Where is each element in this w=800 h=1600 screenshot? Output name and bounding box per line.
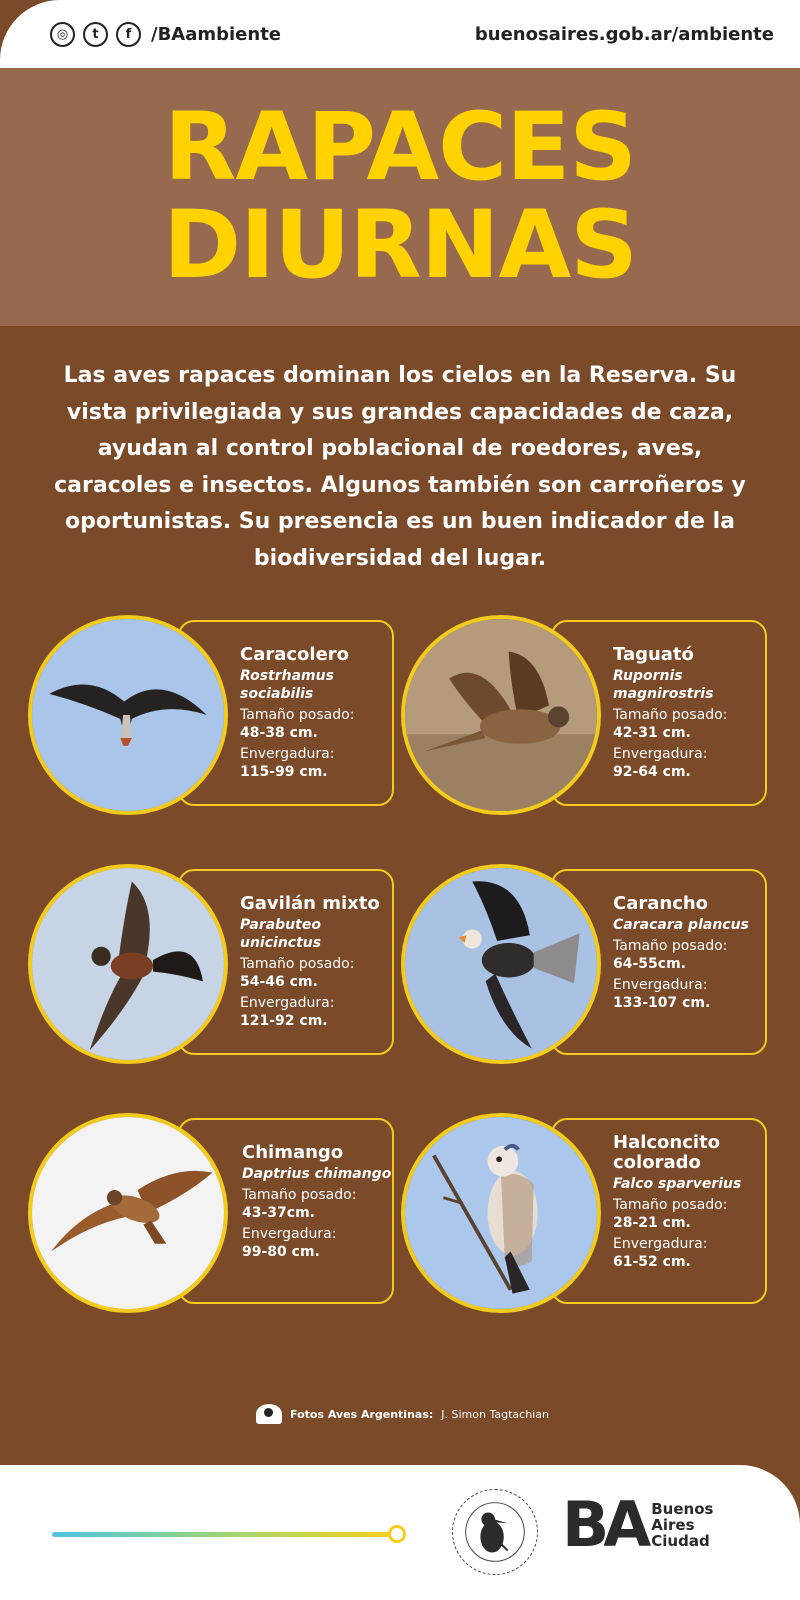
twitter-icon[interactable]: t [83, 22, 108, 47]
wingspan-label: Envergadura: [613, 977, 708, 993]
bird-scientific-name: Daptrius chimango [242, 1166, 392, 1182]
wingspan-value: 99-80 cm. [242, 1244, 320, 1260]
top-bar [0, 0, 800, 68]
wingspan-value: 61-52 cm. [613, 1254, 691, 1270]
bird-info [240, 645, 390, 781]
page-title-line-2: DIURNAS [163, 191, 637, 300]
bird-name: Taguató [613, 644, 694, 665]
bird-scientific-name: Rupornis magnirostris [613, 668, 714, 702]
bird-card-taguato [401, 615, 767, 815]
bird-card-halconcito-colorado [401, 1113, 767, 1313]
facebook-icon[interactable]: f [116, 22, 141, 47]
bird-info [613, 645, 763, 781]
title-band [0, 68, 800, 326]
size-value: 43-37cm. [242, 1205, 315, 1221]
bird-photo [401, 615, 601, 815]
social-links [50, 22, 281, 47]
credits-label: Fotos Aves Argentinas: [290, 1407, 434, 1421]
footer-line-dot [388, 1525, 406, 1543]
bird-name: Halconcito colorado [613, 1132, 721, 1173]
bird-info [240, 894, 390, 1030]
size-value: 42-31 cm. [613, 725, 691, 741]
buenos-aires-ciudad-logo [562, 1488, 714, 1561]
bird-card-chimango [28, 1113, 394, 1313]
aves-argentinas-logo-icon [256, 1404, 282, 1424]
photo-credits [256, 1404, 549, 1424]
size-value: 54-46 cm. [240, 974, 318, 990]
page-title-line-1: RAPACES [163, 93, 637, 202]
ba-logo-text [651, 1501, 713, 1549]
size-label: Tamaño posado: [613, 1197, 728, 1213]
bird-scientific-name: Parabuteo unicinctus [240, 917, 322, 951]
wingspan-label: Envergadura: [240, 746, 335, 762]
bird-name: Carancho [613, 893, 709, 914]
bird-info [242, 1143, 392, 1261]
size-label: Tamaño posado: [613, 938, 728, 954]
social-handle[interactable]: /BAambiente [151, 23, 282, 45]
wingspan-value: 92-64 cm. [613, 764, 691, 780]
footer [0, 1465, 800, 1600]
bird-name: Caracolero [240, 644, 350, 665]
size-label: Tamaño posado: [242, 1187, 357, 1203]
bird-scientific-name: Falco sparverius [613, 1176, 742, 1192]
size-label: Tamaño posado: [240, 956, 355, 972]
wingspan-label: Envergadura: [242, 1226, 337, 1242]
size-value: 64-55cm. [613, 956, 686, 972]
bird-photo [401, 864, 601, 1064]
size-label: Tamaño posado: [240, 707, 355, 723]
bird-photo-image [32, 1117, 224, 1309]
bird-photo-image [405, 619, 597, 811]
bird-photo-image [32, 619, 224, 811]
ba-line-2: Aires [651, 1516, 695, 1534]
bird-photo [28, 1113, 228, 1313]
wingspan-value: 121-92 cm. [240, 1013, 328, 1029]
ba-logo-mark: BA [562, 1488, 646, 1561]
ba-line-1: Buenos [651, 1500, 714, 1518]
wingspan-label: Envergadura: [240, 995, 335, 1011]
credits-author: J. Simon Tagtachian [441, 1407, 549, 1421]
bird-photo [28, 864, 228, 1064]
wingspan-value: 115-99 cm. [240, 764, 328, 780]
site-url[interactable]: buenosaires.gob.ar/ambiente [474, 23, 774, 45]
bird-scientific-name: Rostrhamus sociabilis [240, 668, 334, 702]
bird-photo-image [405, 868, 597, 1060]
size-value: 28-21 cm. [613, 1215, 691, 1231]
bird-card-carancho [401, 864, 767, 1064]
reserva-ecologica-logo [452, 1489, 538, 1575]
bird-name: Chimango [242, 1142, 344, 1163]
heron-icon [453, 1490, 537, 1574]
bird-info [613, 894, 763, 1012]
bird-photo [401, 1113, 601, 1313]
wingspan-label: Envergadura: [613, 746, 708, 762]
bird-card-gavilan-mixto [28, 864, 394, 1064]
bird-card-caracolero [28, 615, 394, 815]
instagram-icon[interactable]: ◎ [50, 22, 75, 47]
footer-gradient-line [52, 1532, 392, 1537]
bird-scientific-name: Caracara plancus [613, 917, 749, 933]
wingspan-label: Envergadura: [613, 1236, 708, 1252]
intro-text: Las aves rapaces dominan los cielos en la Reserva. Su vista privilegiada y sus grandes capacidades de caza, ayudan al control poblacional de roedores, aves, caracoles e insectos. Algunos también son carroñeros y oportunistas. Su presencia es un buen indicador de la biodiversidad del lugar. [54, 363, 746, 571]
bird-name: Gavilán mixto [240, 893, 380, 914]
bird-photo-image [32, 868, 224, 1060]
ba-line-3: Ciudad [651, 1532, 710, 1550]
bird-photo [28, 615, 228, 815]
bird-info [613, 1133, 763, 1271]
bird-photo-image [405, 1117, 597, 1309]
size-value: 48-38 cm. [240, 725, 318, 741]
size-label: Tamaño posado: [613, 707, 728, 723]
wingspan-value: 133-107 cm. [613, 995, 711, 1011]
